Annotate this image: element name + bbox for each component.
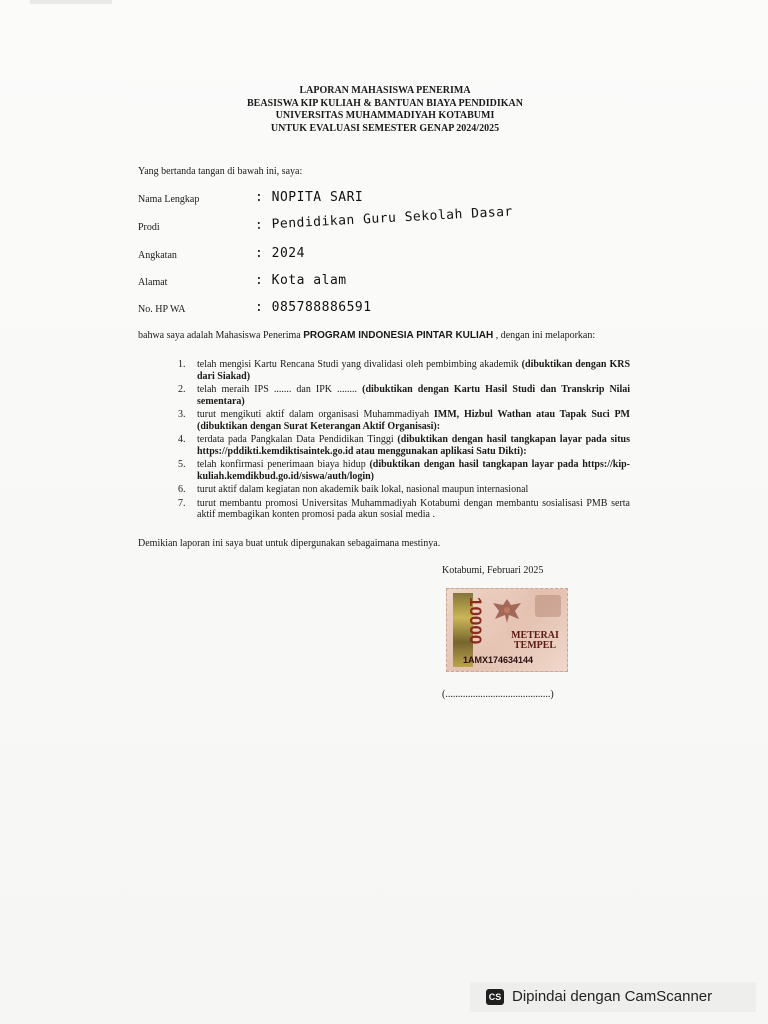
list-number: 4. xyxy=(178,434,186,445)
garuda-emblem-icon xyxy=(487,595,527,627)
field-label: Prodi xyxy=(138,222,160,233)
field-no-hp-wa xyxy=(138,300,658,320)
field-value-handwritten: : 085788886591 xyxy=(255,300,372,315)
signature-line: (..........................................) xyxy=(442,689,554,700)
list-text: telah meraih IPS ....... dan IPK ........ xyxy=(197,384,363,395)
field-nama-lengkap xyxy=(138,190,658,210)
scan-edge-strip xyxy=(30,0,112,4)
list-item xyxy=(138,459,630,482)
field-value-handwritten: : 2024 xyxy=(255,246,305,261)
field-value-handwritten: : Pendidikan Guru Sekolah Dasar xyxy=(254,204,514,233)
intro-text: Yang bertanda tangan di bawah ini, saya: xyxy=(138,166,303,177)
statement-program: PROGRAM INDONESIA PINTAR KULIAH xyxy=(303,330,494,341)
field-value-handwritten: : NOPITA SARI xyxy=(255,190,364,205)
list-text-bold: (dibuktikan dengan KRS dari Siakad) xyxy=(197,359,630,382)
stamp-title-line-1: METERAI xyxy=(511,630,559,641)
header-line-3: UNIVERSITAS MUHAMMADIYAH KOTABUMI xyxy=(275,110,495,121)
header-line-1: LAPORAN MAHASISWA PENERIMA xyxy=(299,85,471,96)
list-number: 1. xyxy=(178,359,186,370)
list-number: 7. xyxy=(178,497,186,509)
stamp-value: 10000 xyxy=(466,597,485,645)
list-item xyxy=(138,359,630,382)
field-value-handwritten: : Kota alam xyxy=(255,273,347,288)
meterai-stamp xyxy=(446,588,568,672)
camscanner-watermark xyxy=(470,982,756,1012)
field-label: Angkatan xyxy=(138,250,177,261)
field-label: Alamat xyxy=(138,277,168,288)
header-line-2: BEASISWA KIP KULIAH & BANTUAN BIAYA PENDIDIKAN xyxy=(247,97,523,109)
stamp-title xyxy=(503,631,567,651)
camscanner-label: Dipindai dengan CamScanner xyxy=(512,988,713,1005)
list-item xyxy=(138,498,630,521)
list-number: 5. xyxy=(178,459,186,470)
list-item xyxy=(138,409,630,432)
camscanner-logo-icon: CS xyxy=(486,989,504,1005)
list-number: 2. xyxy=(178,384,186,395)
field-label: No. HP WA xyxy=(138,304,186,315)
header-line-4: UNTUK EVALUASI SEMESTER GENAP 2024/2025 xyxy=(270,122,500,134)
list-text-bold: IMM, Hizbul Wathan atau Tapak Suci PM (dibuktikan dengan Surat Keterangan Aktif Organisasi): xyxy=(197,409,630,432)
place-date: Kotabumi, Februari 2025 xyxy=(442,565,544,576)
list-text: telah mengisi Kartu Rencana Studi yang divalidasi oleh pembimbing akademik xyxy=(197,359,522,370)
list-text: turut membantu promosi Universitas Muhammadiyah Kotabumi dengan membantu sosialisasi PMB serta aktif membagikan konten promosi pada akun sosial media . xyxy=(197,497,630,520)
list-text: turut mengikuti aktif dalam organisasi Muhammadiyah xyxy=(197,409,434,420)
stamp-title-line-2: TEMPEL xyxy=(513,640,557,651)
statement-before: bahwa saya adalah Mahasiswa Penerima xyxy=(138,330,304,341)
list-text-bold: (dibuktikan dengan Kartu Hasil Studi dan Transkrip Nilai sementara) xyxy=(197,384,631,407)
stamp-decoration xyxy=(535,595,561,617)
statement-after: , dengan ini melaporkan: xyxy=(493,330,596,341)
document-header xyxy=(0,85,768,135)
list-text: telah konfirmasi penerimaan biaya hidup xyxy=(197,459,370,470)
list-number: 6. xyxy=(178,484,186,495)
list-number: 3. xyxy=(178,409,186,420)
report-list xyxy=(138,359,630,523)
list-item xyxy=(138,484,630,496)
list-item xyxy=(138,384,630,407)
list-item xyxy=(138,434,630,457)
field-prodi xyxy=(138,204,658,238)
list-text-bold: (dibuktikan dengan hasil tangkapan layar pada situs https://pddikti.kemdiktisaintek.go.id atau menggunakan aplikasi Satu Dikti): xyxy=(197,434,630,457)
closing-text: Demikian laporan ini saya buat untuk dipergunakan sebagaimana mestinya. xyxy=(138,538,441,549)
list-text: terdata pada Pangkalan Data Pendidikan Tinggi xyxy=(197,434,398,445)
field-angkatan xyxy=(138,246,658,266)
field-alamat xyxy=(138,273,658,293)
list-text: turut aktif dalam kegiatan non akademik baik lokal, nasional maupun internasional xyxy=(197,484,529,495)
field-label: Nama Lengkap xyxy=(138,194,200,205)
statement-paragraph xyxy=(138,330,630,342)
list-text-bold: (dibuktikan dengan hasil tangkapan layar pada https://kip-kuliah.kemdikbud.go.id/siswa/auth/login) xyxy=(197,459,630,482)
stamp-serial: 1AMX174634144 xyxy=(463,655,534,665)
